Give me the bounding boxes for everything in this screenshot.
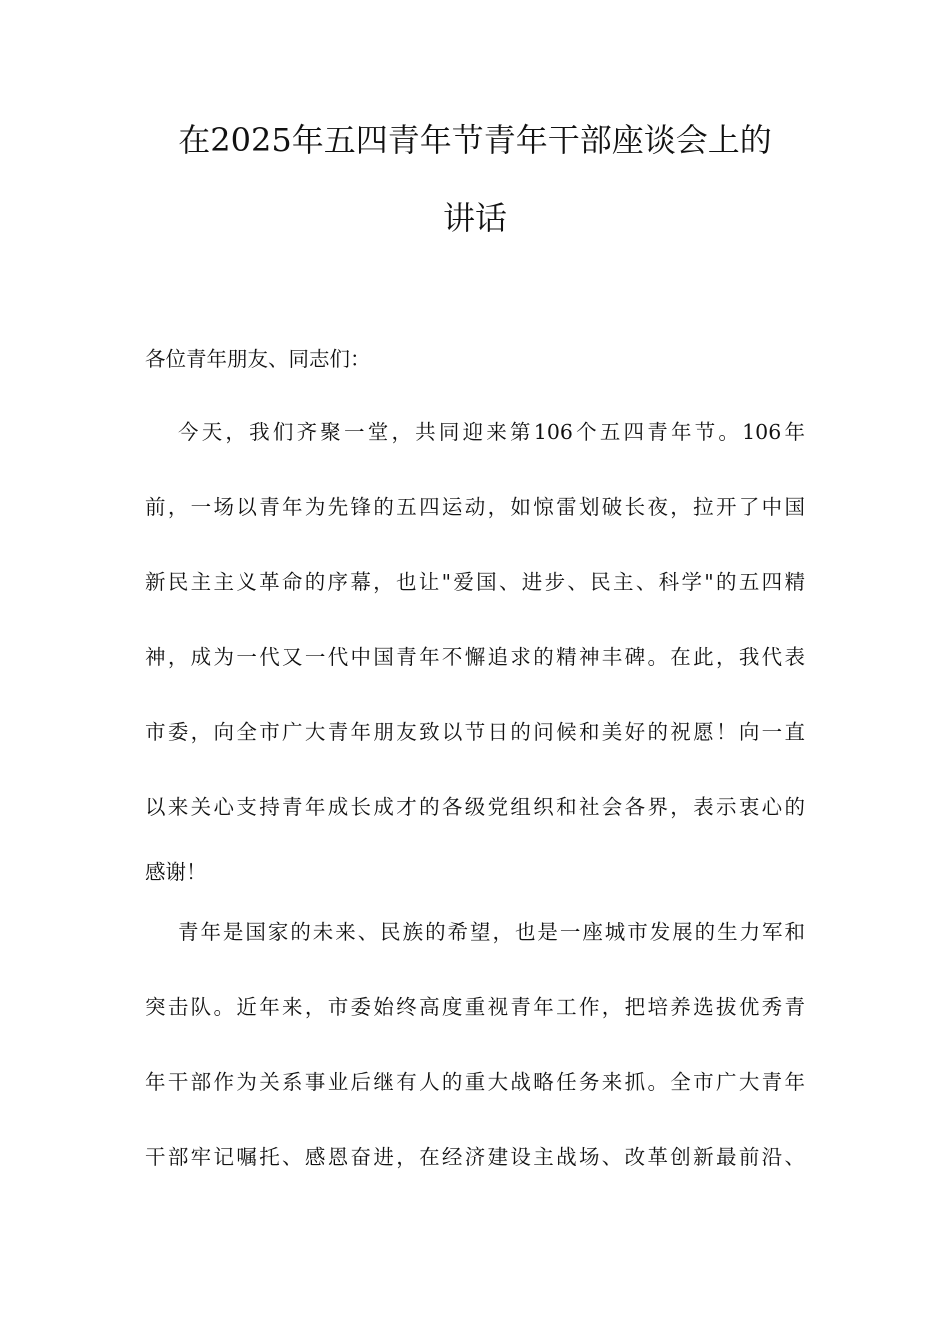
- paragraph-1-line-7: 感谢！: [145, 860, 207, 884]
- paragraph-1-line-2: 前，一场以青年为先锋的五四运动，如惊雷划破长夜，拉开了中国: [145, 495, 805, 519]
- paragraph-1-line-4: 神，成为一代又一代中国青年不懈追求的精神丰碑。在此，我代表: [145, 645, 805, 669]
- paragraph-2-line-2: 突击队。近年来，市委始终高度重视青年工作，把培养选拔优秀青: [145, 995, 805, 1019]
- salutation: 各位青年朋友、同志们：: [145, 347, 371, 371]
- document-title-line-1: 在2025年五四青年节青年干部座谈会上的: [178, 121, 772, 159]
- paragraph-2-line-3: 年干部作为关系事业后继有人的重大战略任务来抓。全市广大青年: [145, 1070, 805, 1094]
- paragraph-1-line-3: 新民主主义革命的序幕，也让"爱国、进步、民主、科学"的五四精: [145, 570, 805, 594]
- paragraph-2-line-1: 青年是国家的未来、民族的希望，也是一座城市发展的生力军和: [178, 920, 805, 944]
- document-title-line-2: 讲话: [442, 199, 507, 237]
- paragraph-1-line-1: 今天，我们齐聚一堂，共同迎来第106个五四青年节。106年: [178, 420, 805, 444]
- paragraph-2-line-4: 干部牢记嘱托、感恩奋进，在经济建设主战场、改革创新最前沿、: [145, 1145, 805, 1169]
- paragraph-1-line-5: 市委，向全市广大青年朋友致以节日的问候和美好的祝愿！向一直: [145, 720, 805, 744]
- paragraph-1-line-6: 以来关心支持青年成长成才的各级党组织和社会各界，表示衷心的: [145, 795, 805, 819]
